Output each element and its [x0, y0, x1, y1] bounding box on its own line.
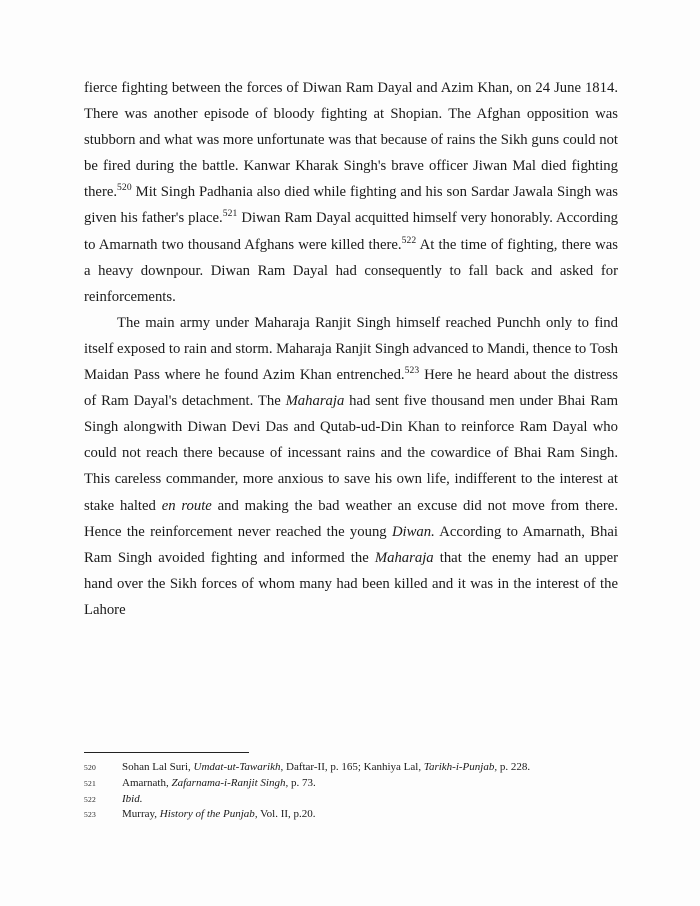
italic-run: Maharaja: [374, 549, 434, 566]
italic-run: Zafarnama-i-Ranjit Singh,: [171, 776, 289, 789]
text-run: p. 73.: [288, 776, 316, 789]
text-run: had sent five thousand men under Bhai Ram Singh alongwith Diwan Devi Das and Qutab-ud-Din Khan to reinforce Ram Dayal who could not reach there because of incessant rains and the cowardice of Bhai Ram Singh. This careless commander, more anxious to save his own life, indifferent to the interest at stake halted: [84, 393, 618, 514]
footnote-text: [122, 807, 618, 823]
text-run: At the time of fighting, there was a heavy downpour. Diwan Ram Dayal had consequently to fall back and asked for reinforcements.: [84, 236, 618, 305]
italic-run: History of the Punjab: [159, 808, 255, 821]
footnote-reference[interactable]: 520: [117, 182, 132, 194]
text-run: fierce fighting between the forces of Diwan Ram Dayal and Azim Khan, on 24 June 1814. There was another episode of bloody fighting at Shopian. The Afghan opposition was stubborn and what was more unfortunate was that because of rains the Sikh guns could not be fired during the battle. Kanwar Kharak Singh's brave officer Jiwan Mal died fighting there.: [84, 80, 618, 201]
italic-run: Umdat-ut-Tawarikh,: [193, 761, 284, 773]
text-run: According to Amarnath, Bhai Ram Singh avoided fighting and informed the: [84, 523, 618, 566]
footnote-reference[interactable]: 522: [401, 234, 417, 246]
italic-run: Maharaja: [285, 393, 345, 410]
text-run: The main army under Maharaja Ranjit Singh himself reached Punchh only to find itself exposed to rain and storm. Maharaja Ranjit Singh advanced to Mandi, thence to Tosh Maidan Pass where he found Azim Khan entrenched.: [84, 314, 618, 384]
footnote-separator-rule: [84, 752, 249, 753]
text-run: Amarnath,: [122, 776, 172, 789]
footnote-number: 521: [84, 778, 96, 788]
footnote-item: [84, 760, 618, 776]
text-run: Murray,: [122, 808, 160, 821]
text-run: Diwan Ram Dayal acquitted himself very honorably. According to Amarnath two thousand Afghans were killed there.: [84, 210, 619, 253]
text-run: Mit Singh Padhania also died while fighting and his son Sardar Jawala Singh was given his father's place.: [84, 184, 618, 227]
text-run: , Vol. II, p.20.: [254, 808, 316, 821]
text-run: Daftar-II, p. 165; Kanhiya Lal,: [283, 761, 424, 773]
body-text-column: [84, 75, 618, 623]
body-paragraph: [84, 75, 618, 310]
footnote-number: 522: [84, 794, 96, 804]
footnote-reference[interactable]: 523: [404, 365, 420, 377]
italic-run: Diwan.: [391, 523, 435, 540]
footnote-item: [84, 792, 618, 808]
footnote-list: [84, 760, 618, 823]
text-run: and making the bad weather an excuse did not move from there. Hence the reinforcement never reached the young: [84, 497, 618, 540]
italic-run: Ibid.: [122, 792, 143, 805]
text-run: Here he heard about the distress of Ram Dayal's detachment. The: [84, 367, 618, 410]
footnote-text: [122, 792, 618, 808]
italic-run: Tarikh-i-Punjab,: [423, 761, 498, 773]
footnote-item: [84, 776, 618, 792]
footnote-text: [122, 776, 618, 792]
footnote-text: [122, 760, 618, 776]
footnote-area: [84, 752, 618, 823]
italic-run: en route: [161, 497, 212, 514]
paragraph-list: [84, 75, 618, 623]
text-run: p. 228.: [497, 761, 531, 773]
text-run: Sohan Lal Suri,: [122, 761, 194, 773]
footnote-number: 523: [84, 810, 96, 820]
footnote-reference[interactable]: 521: [222, 208, 238, 220]
text-run: that the enemy had an upper hand over the Sikh forces of whom many had been killed and it was in the interest of the Lahore: [84, 549, 618, 618]
footnote-number: 520: [84, 763, 96, 772]
footnote-item: [84, 807, 618, 823]
body-paragraph: [84, 310, 618, 623]
